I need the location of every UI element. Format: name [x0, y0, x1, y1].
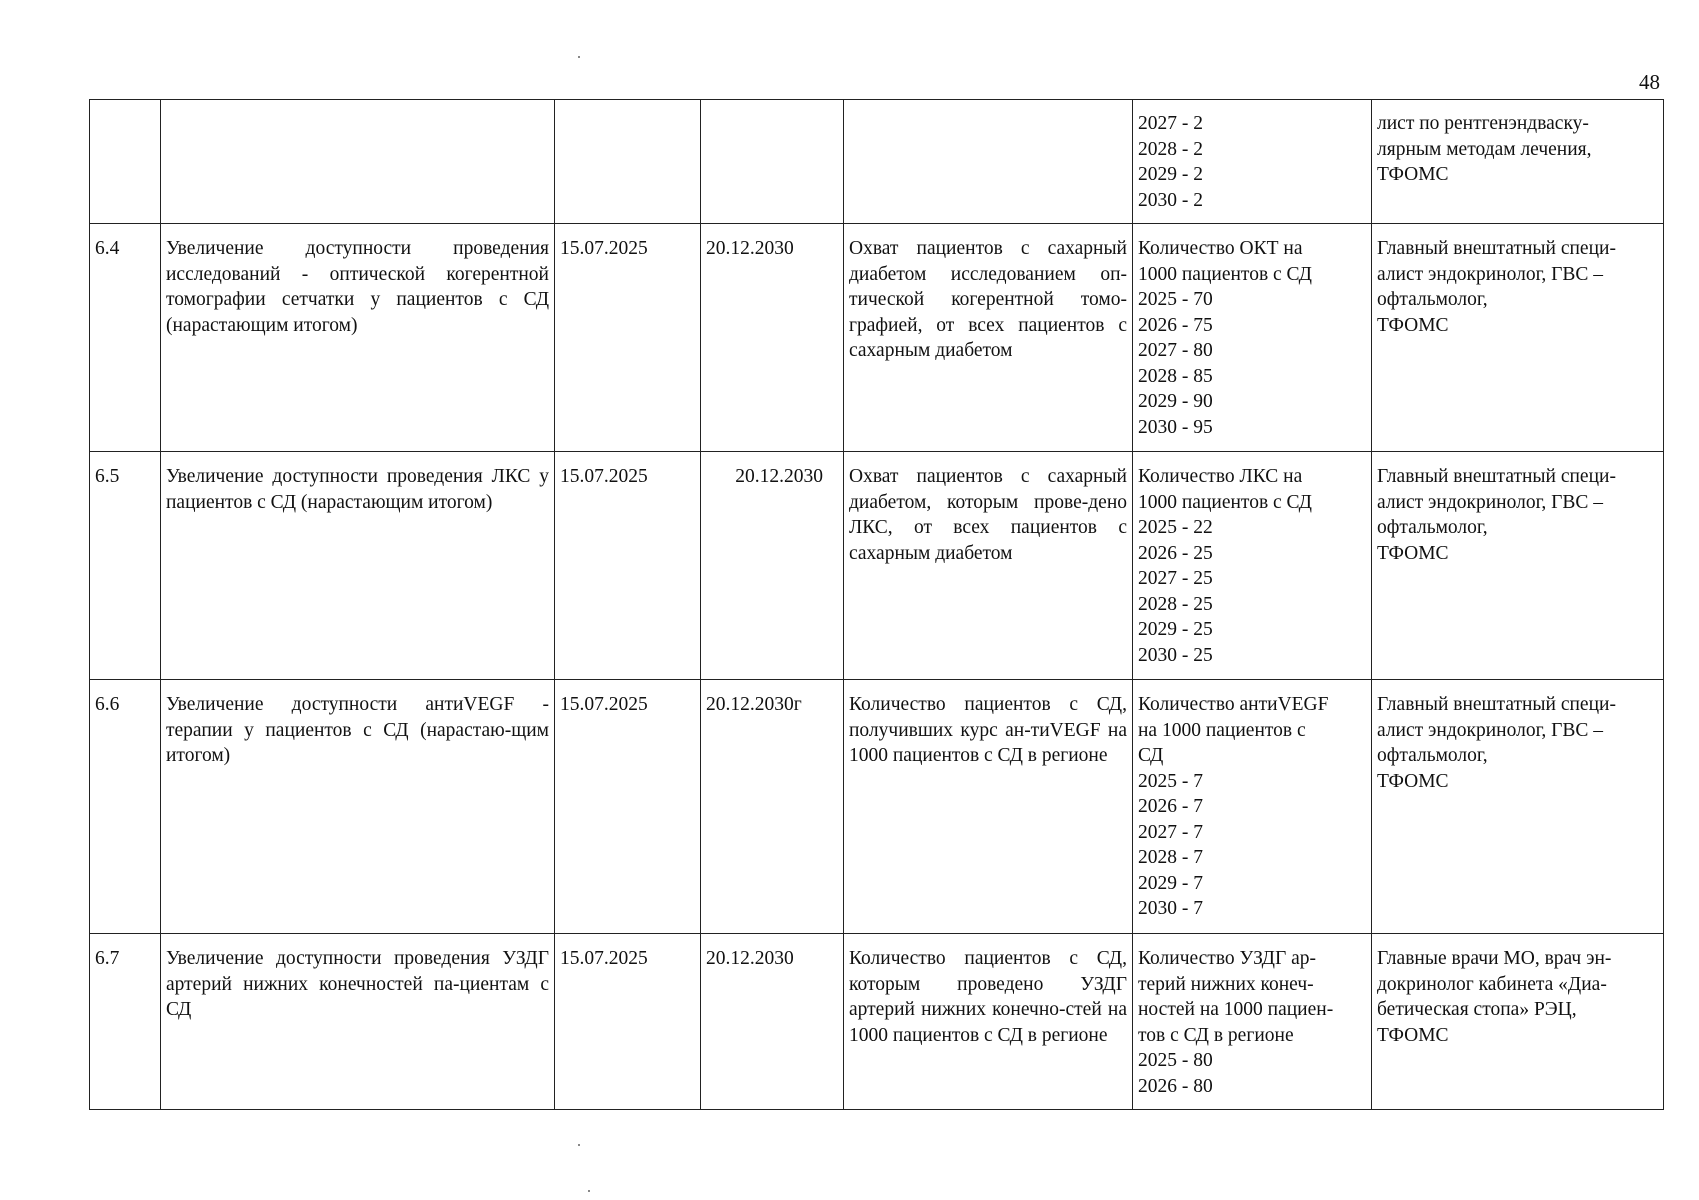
start-date-cell: 15.07.2025	[555, 452, 701, 680]
responsible-line: Главные врачи МО, врач эн-	[1377, 948, 1612, 969]
page-number: 48	[1639, 70, 1660, 94]
indicator-line: 2025 - 22	[1138, 517, 1213, 538]
responsible-line: офтальмолог,	[1377, 289, 1488, 310]
indicator-cell	[1133, 452, 1372, 680]
indicator-line: 2025 - 80	[1138, 1050, 1213, 1071]
responsible-cell	[1372, 224, 1664, 452]
indicator-line: 2030 - 2	[1138, 189, 1203, 211]
responsible-cell	[1372, 680, 1664, 934]
result-cell: Охват пациентов с сахарный диабетом исследованием оп-тической когерентной томо-графией, от всех пациентов с сахарным диабетом	[844, 224, 1133, 452]
indicator-line: ностей на 1000 пациен-	[1138, 999, 1334, 1020]
indicator-line: 2029 - 2	[1138, 164, 1203, 185]
indicator-line: 2025 - 7	[1138, 770, 1203, 792]
result-cell: Количество пациентов с СД, которым проведено УЗДГ артерий нижних конечно-стей на 1000 пациентов с СД в регионе	[844, 934, 1133, 1110]
indicator-line: терий нижних конеч-	[1138, 973, 1314, 995]
item-number-cell: 6.5	[90, 452, 161, 680]
result-cell: Количество пациентов с СД, получивших курс ан-тиVEGF на 1000 пациентов с СД в регионе	[844, 680, 1133, 934]
responsible-line: алист эндокринолог, ГВС –	[1377, 719, 1604, 741]
responsible-cell	[1372, 100, 1664, 224]
responsible-line: лист по рентгенэндваску-	[1377, 113, 1589, 134]
responsible-line: ТФОМС	[1377, 542, 1449, 564]
indicator-line: Количество ЛКС на	[1138, 466, 1303, 487]
indicator-line: Количество антиVEGF	[1138, 694, 1329, 715]
responsible-line: Главный внештатный специ-	[1377, 466, 1616, 487]
responsible-line: алист эндокринолог, ГВС –	[1377, 491, 1604, 513]
indicator-line: 1000 пациентов с СД	[1138, 263, 1312, 285]
responsible-line: ТФОМС	[1377, 1024, 1449, 1046]
indicator-line: 2030 - 95	[1138, 416, 1213, 438]
indicator-cell	[1133, 100, 1372, 224]
start-date-cell: 15.07.2025	[555, 934, 701, 1110]
table-row	[90, 680, 1664, 934]
activity-cell: Увеличение доступности проведения УЗДГ артерий нижних конечностей па-циентам с СД	[161, 934, 555, 1110]
start-date-cell	[555, 100, 701, 224]
indicator-cell	[1133, 224, 1372, 452]
start-date-cell: 15.07.2025	[555, 680, 701, 934]
item-number-cell: 6.6	[90, 680, 161, 934]
activity-cell: Увеличение доступности проведения ЛКС у пациентов с СД (нарастающим итогом)	[161, 452, 555, 680]
table-row	[90, 452, 1664, 680]
end-date-cell: 20.12.2030	[701, 224, 844, 452]
scan-speck	[578, 56, 580, 58]
indicator-line: 2028 - 7	[1138, 847, 1203, 868]
indicator-line: 2028 - 85	[1138, 365, 1213, 387]
indicator-line: 2026 - 25	[1138, 542, 1213, 564]
scan-speck	[578, 1144, 580, 1146]
responsible-line: ТФОМС	[1377, 314, 1449, 336]
indicator-line: 2030 - 25	[1138, 644, 1213, 666]
indicator-cell	[1133, 934, 1372, 1110]
indicator-line: 1000 пациентов с СД	[1138, 491, 1312, 513]
indicator-line: на 1000 пациентов с	[1138, 719, 1306, 741]
responsible-line: Главный внештатный специ-	[1377, 238, 1616, 259]
indicator-line: 2026 - 75	[1138, 314, 1213, 336]
activity-cell	[161, 100, 555, 224]
responsible-line: Главный внештатный специ-	[1377, 694, 1616, 715]
indicator-line: 2029 - 25	[1138, 619, 1213, 640]
responsible-line: офтальмолог,	[1377, 745, 1488, 766]
responsible-line: бетическая стопа» РЭЦ,	[1377, 999, 1577, 1020]
responsible-cell	[1372, 452, 1664, 680]
responsible-line: алист эндокринолог, ГВС –	[1377, 263, 1604, 285]
measures-table	[89, 99, 1664, 1110]
responsible-line: докринолог кабинета «Диа-	[1377, 973, 1607, 995]
table-row	[90, 224, 1664, 452]
indicator-line: 2025 - 70	[1138, 289, 1213, 310]
table-row	[90, 100, 1664, 224]
indicator-line: 2027 - 80	[1138, 340, 1213, 361]
indicator-line: 2030 - 7	[1138, 898, 1203, 919]
indicator-line: 2027 - 7	[1138, 821, 1203, 843]
responsible-line: офтальмолог,	[1377, 517, 1488, 538]
item-number-cell: 6.4	[90, 224, 161, 452]
end-date-cell: 20.12.2030	[701, 934, 844, 1110]
responsible-line: лярным методам лечения,	[1377, 138, 1592, 160]
responsible-line: ТФОМС	[1377, 164, 1449, 185]
indicator-line: 2027 - 2	[1138, 113, 1203, 134]
end-date-cell: 20.12.2030	[701, 452, 844, 680]
item-number-cell: 6.7	[90, 934, 161, 1110]
start-date-cell: 15.07.2025	[555, 224, 701, 452]
responsible-line: ТФОМС	[1377, 770, 1449, 792]
indicator-line: 2026 - 80	[1138, 1075, 1213, 1097]
indicator-line: 2026 - 7	[1138, 796, 1203, 817]
responsible-cell	[1372, 934, 1664, 1110]
indicator-line: СД	[1138, 745, 1164, 766]
indicator-cell	[1133, 680, 1372, 934]
indicator-line: 2029 - 90	[1138, 391, 1213, 412]
indicator-line: Количество УЗДГ ар-	[1138, 948, 1316, 969]
indicator-line: тов с СД в регионе	[1138, 1024, 1294, 1046]
indicator-line: 2027 - 25	[1138, 568, 1213, 589]
activity-cell: Увеличение доступности проведения исследований - оптической когерентной томографии сетчатки у пациентов с СД (нарастающим итогом)	[161, 224, 555, 452]
result-cell	[844, 100, 1133, 224]
activity-cell: Увеличение доступности антиVEGF - терапии у пациентов с СД (нарастаю-щим итогом)	[161, 680, 555, 934]
end-date-cell	[701, 100, 844, 224]
scan-speck	[588, 1190, 590, 1192]
end-date-cell: 20.12.2030г	[701, 680, 844, 934]
result-cell: Охват пациентов с сахарный диабетом, которым прове-дено ЛКС, от всех пациентов с сахарным диабетом	[844, 452, 1133, 680]
table-row	[90, 934, 1664, 1110]
indicator-line: Количество ОКТ на	[1138, 238, 1303, 259]
indicator-line: 2028 - 25	[1138, 593, 1213, 615]
item-number-cell	[90, 100, 161, 224]
indicator-line: 2029 - 7	[1138, 872, 1203, 894]
indicator-line: 2028 - 2	[1138, 138, 1203, 160]
